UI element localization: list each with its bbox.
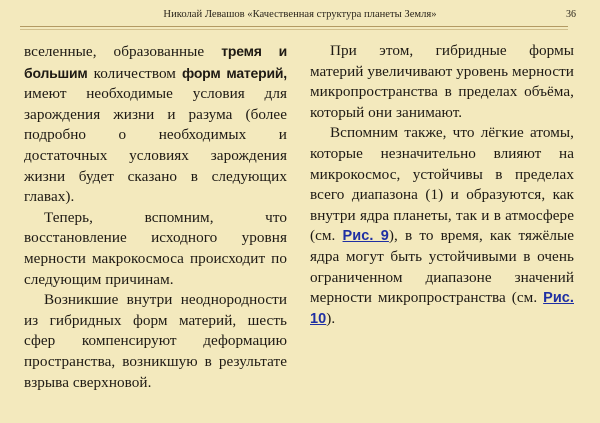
running-title: Николай Левашов «Качественная структура планеты Земля» — [163, 9, 437, 20]
text-span: количеством — [87, 64, 182, 82]
header-rule — [20, 26, 568, 27]
right-paragraph-1: При этом, гибридные формы материй увеличивают уровень мерности микропространства в пределах объёма, который они занимают. — [310, 42, 574, 121]
figure-link-9[interactable]: Рис. 9 — [342, 228, 389, 245]
text-span: ), в то время, как тяжёлые ядра могут быть устойчивыми в очень ограниченном диапазоне значений мерности микропространства (см. — [310, 227, 574, 307]
text-span: ). — [326, 309, 336, 327]
text-span: Вспомним также, что лёгкие атомы, которые незначительно влияют на микрокосмос, устойчивы в пределах всего диапазона (1) и образуются, как внутри ядра планеты, так и в атмосфере (см. — [310, 124, 574, 245]
bold-term: форм материй, — [181, 64, 287, 81]
right-column — [310, 41, 574, 329]
header-rule-secondary — [20, 29, 568, 30]
bold-term: тремя и большим — [24, 43, 287, 81]
page-number: 36 — [566, 9, 576, 20]
text-span: вселенные, образованные — [24, 43, 222, 60]
text-span: имеют необходимые условия для зарождения жизни и разума (более подробно о необходимых и достаточных условиях зарождения жизни будет сказано в следующих главах). — [24, 85, 287, 206]
figure-link-10[interactable]: Рис. 10 — [310, 290, 574, 327]
left-paragraph-2: Теперь, вспомним, что восстановление исходного уровня мерности макрокосмоса происходит по следующим причинам. — [24, 208, 287, 288]
right-paragraph-2 — [310, 123, 574, 329]
left-paragraph-1 — [24, 41, 287, 208]
left-column — [24, 41, 287, 393]
left-paragraph-3: Возникшие внутри неоднородности из гибридных форм материй, шесть сфер компенсируют деформацию пространства, возникшую в результате взрыва сверхновой. — [24, 291, 287, 391]
